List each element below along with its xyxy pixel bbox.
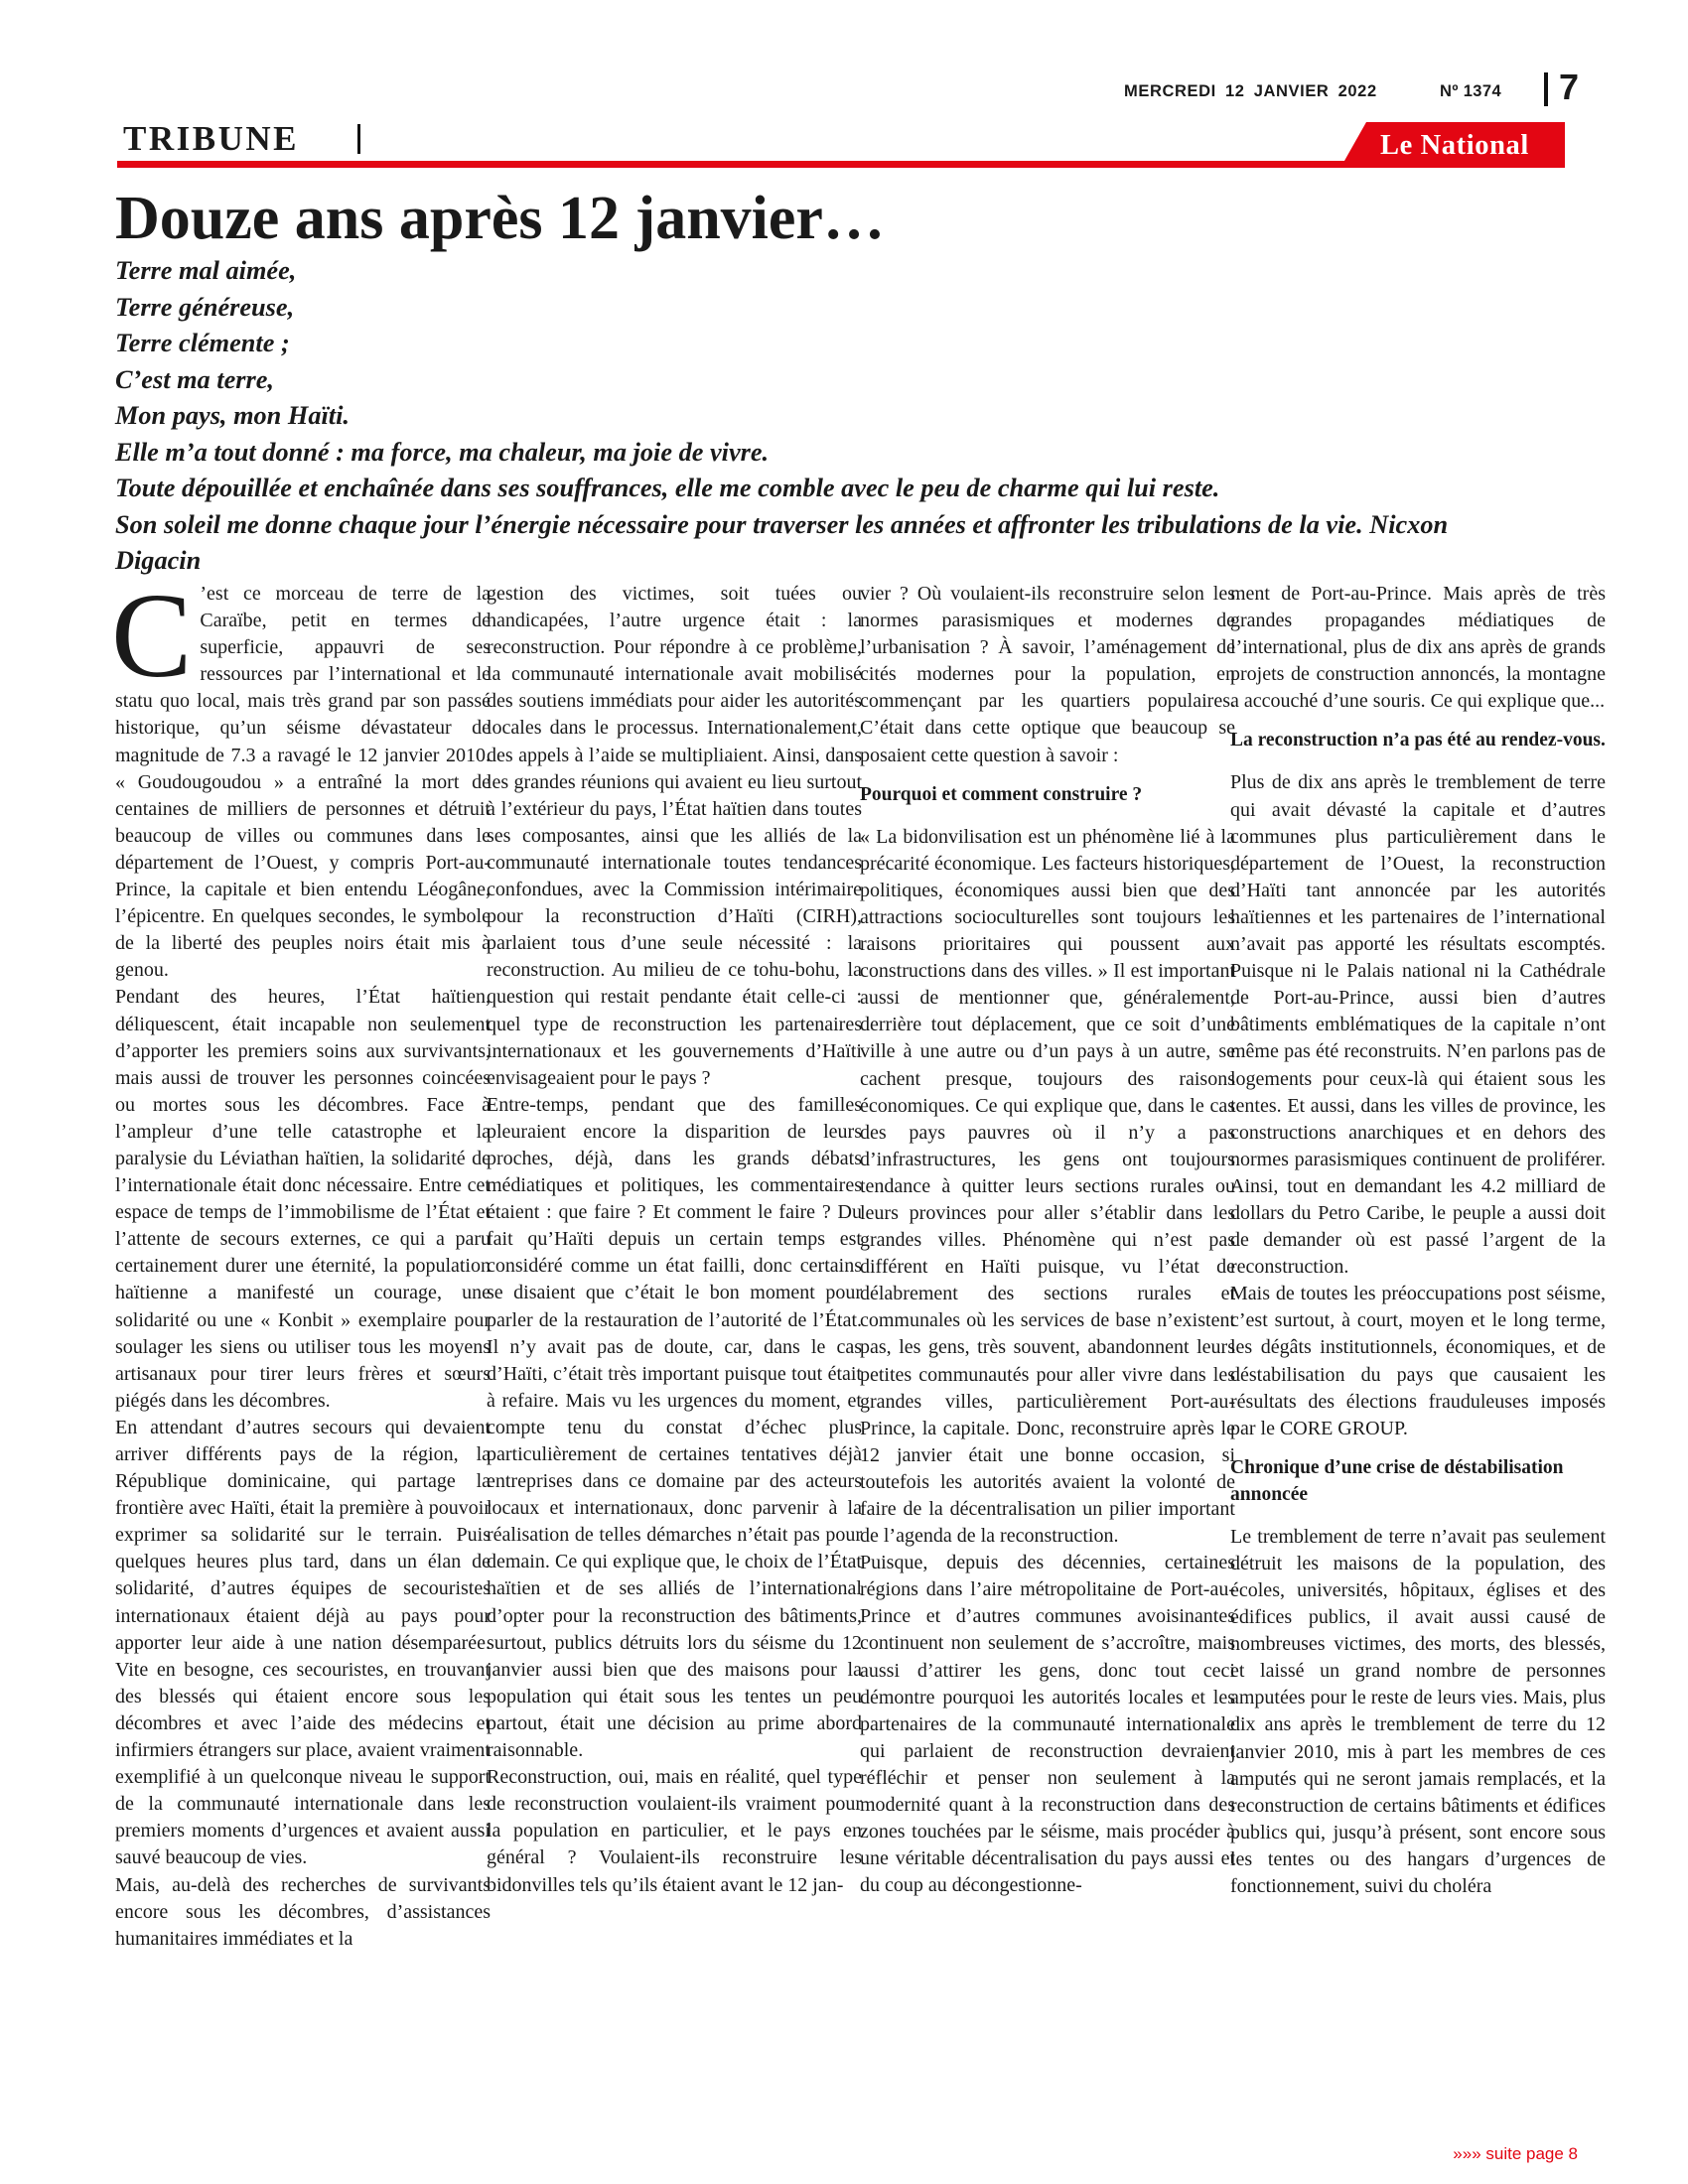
section-divider bbox=[357, 124, 360, 154]
paragraph: Le tremblement de terre n’avait pas seulement détruit les maisons de la population, des écoles, universités, hôpitaux, églises et des édifices publics, il avait aussi causé de nombreuses victimes, des morts, des blessés, et laissé un grand nombre de personnes amputées pour le reste de leurs vies. Mais, plus dix ans après le tremblement de terre du 12 janvier 2010, mis à part les membres de ces amputés qui ne seront jamais remplacés, et la reconstruction de certains bâtiments et édifices publics qui, jusqu’à présent, sont encore sous les tentes ou des hangars d’urgences de fonctionnement, suivi du choléra bbox=[1230, 1525, 1606, 1898]
paragraph: Puisque, depuis des décennies, certaines régions dans l’aire métropolitaine de Port-au-Prince et d’autres communes avoisinantes continuent non seulement de s’accroître, mais aussi d’attirer les gens, donc tout ceci démontre pourquoi les autorités locales et les partenaires de la communauté internationale qui parlaient de reconstruction devraient réfléchir et penser non seulement à la modernité quant à la reconstruction dans des zones touchées par le séisme, mais procéder à une véritable décentralisation du pays aussi et du coup au décongestionne- bbox=[860, 1552, 1235, 1897]
paragraph: « La bidonvilisation est un phénomène lié à la précarité économique. Les facteurs historiques, politiques, économiques aussi bien que des attractions socioculturelles sont toujours les raisons prioritaires qui poussent aux constructions dans des villes. » Il est important aussi de mentionner que, généralement, derrière tout déplacement, que ce soit d’une ville à une autre ou d’un pays à un autre, se cachent presque, toujours des raisons économiques. Ce qui explique que, dans le cas des pays pauvres où il n’y a pas d’infrastructures, les gens ont toujours tendance à quitter leurs sections rurales ou leurs provinces pour aller s’établir dans les grandes villes. Phénomène qui n’est pas différent en Haïti puisque, vu l’état de délabrement des sections rurales et communales où les services de base n’existent pas, les gens, très souvent, abandonnent leurs petites communautés pour aller vivre dans les grandes villes, particulièrement Port-au-Prince, la capitale. Donc, reconstruire après le 12 janvier était une bonne occasion, si toutefois les autorités avaient la volonté de faire de la décentralisation un pilier important de l’agenda de la reconstruction. bbox=[860, 825, 1235, 1548]
newspaper-name: Le National bbox=[1380, 130, 1529, 161]
paragraph: ’est ce morceau de terre de la Caraïbe, petit en termes de superficie, appauvri de ses ressources par l’international et le statu quo local, mais très grand par son passé historique, qu’un séisme dévastateur de magnitude de 7.3 a ravagé le 12 janvier 2010. « Goudougoudou » a entraîné la mort de centaines de milliers de personnes et détruit beaucoup de villes ou communes dans le département de l’Ouest, y compris Port-au-Prince, la capitale et bien entendu Léogâne, l’épicentre. En quelques secondes, le symbole de la liberté des peuples noirs était mis à genou. bbox=[115, 583, 491, 982]
paragraph: Mais, au-delà des recherches de survivants encore sous les décombres, d’assistances humanitaires immédiates et la bbox=[115, 1873, 491, 1950]
issue-date: MERCREDI 12 JANVIER 2022 bbox=[1124, 82, 1377, 100]
poem-line: Elle m’a tout donné : ma force, ma chaleur, ma joie de vivre. bbox=[115, 437, 770, 467]
drop-cap: C bbox=[111, 569, 193, 703]
poem-line: Mon pays, mon Haïti. bbox=[115, 401, 350, 430]
subheading: Pourquoi et comment construire ? bbox=[860, 783, 1143, 805]
paragraph: vier ? Où voulaient-ils reconstruire selon les normes parasismiques et modernes de l’urbanisation ? À savoir, l’aménagement de cités modernes pour la population, en commençant par les quartiers populaires. C’était dans cette optique que beaucoup se posaient cette question à savoir : bbox=[860, 583, 1235, 766]
article-column-1 bbox=[111, 569, 491, 1953]
article-column-3 bbox=[860, 581, 1235, 1899]
poem-line: C’est ma terre, bbox=[115, 364, 274, 394]
poem-line: Terre mal aimée, bbox=[115, 256, 297, 285]
poem-line: Terre généreuse, bbox=[115, 292, 295, 322]
paragraph: Reconstruction, oui, mais en réalité, quel type de reconstruction voulaient-ils vraiment pour la population en particulier, et le pays en général ? Voulaient-ils reconstruire les bidonvilles tels qu’ils étaient avant le 12 jan- bbox=[487, 1766, 862, 1896]
paragraph: Mais de toutes les préoccupations post séisme, c’est surtout, à court, moyen et le long terme, les dégâts institutionnels, économiques, et de déstabilisation du pays que causaient les résultats des élections frauduleuses imposés par le CORE GROUP. bbox=[1230, 1283, 1606, 1439]
paragraph: Entre-temps, pendant que des familles pleuraient encore la disparition de leurs proches, déjà, dans les grands débats médiatiques et politiques, les commentaires étaient : que faire ? Et comment le faire ? Du fait qu’Haïti depuis un certain temps est considéré comme un état failli, donc certains se disaient que c’était le bon moment pour parler de la restauration de l’autorité de l’État. Il n’y avait pas de doute, car, dans le cas d’Haïti, c’était très important puisque tout était à refaire. Mais vu les urgences du moment, et compte tenu du constat d’échec plus particulièrement de certaines tentatives déjà entreprises dans ce domaine par des acteurs locaux et internationaux, donc parvenir à la réalisation de telles démarches n’était pas pour demain. Ce qui explique que, le choix de l’État haïtien et de ses alliés de l’international d’opter pour la reconstruction des bâtiments, surtout, publics détruits lors du séisme du 12 janvier aussi bien que des maisons pour la population qui était sous les tentes un peu partout, était une décision au prime abord raisonnable. bbox=[487, 1093, 862, 1762]
epigraph-poem bbox=[115, 253, 1585, 580]
paragraph: Pendant des heures, l’État haïtien, déliquescent, était incapable non seulement d’apporter les premiers soins aux survivants, mais aussi de trouver les personnes coincées ou mortes sous les décombres. Face à l’ampleur d’une telle catastrophe et la paralysie du Léviathan haïtien, la solidarité de l’internationale était donc nécessaire. Entre cet espace de temps de l’immobilisme de l’État et l’attente de secours externes, ce qui a paru certainement durer une éternité, la population haïtienne a manifesté un courage, une solidarité ou une « Konbit » exemplaire pour soulager les siens ou utiliser tous les moyens artisanaux pour tirer leurs frères et sœurs piégés dans les décombres. bbox=[115, 986, 491, 1412]
page-number: 7 bbox=[1559, 67, 1580, 107]
paragraph: En attendant d’autres secours qui devaient arriver différents pays de la région, la République dominicaine, qui partage la frontière avec Haïti, était la première à pouvoir exprimer sa solidarité sur le terrain. Puis quelques heures plus tard, dans un élan de solidarité, d’autres équipes de secouristes internationaux étaient déjà au pays pour apporter leur aide à une nation désemparée. Vite en besogne, ces secouristes, en trouvant des blessés qui étaient encore sous les décombres et avec l’aide des médecins et infirmiers étrangers sur place, avaient vraiment exemplifié à un quelconque niveau le support de la communauté internationale dans les premiers moments d’urgences et avaient aussi sauvé beaucoup de vies. bbox=[115, 1416, 491, 1869]
paragraph: Plus de dix ans après le tremblement de terre qui avait dévasté la capitale et d’autres communes plus particulièrement dans le département de l’Ouest, la reconstruction d’Haïti tant annoncée par les autorités haïtiennes et les partenaires de l’international n’avait pas apporté les résultats escomptés. Puisque ni le Palais national ni la Cathédrale de Port-au-Prince, aussi bien d’autres bâtiments emblématiques de la capitale n’ont même pas été reconstruits. N’en parlons pas de logements pour ceux-là qui étaient sous les tentes. Et aussi, dans les villes de province, les constructions anarchiques et en dehors des normes parasismiques continuent de proliférer. Ainsi, tout en demandant les 4.2 milliard de dollars du Petro Caribe, le peuple a aussi doit de demander où est passé l’argent de la reconstruction. bbox=[1230, 771, 1606, 1279]
section-label: TRIBUNE bbox=[123, 119, 299, 158]
paragraph: gestion des victimes, soit tuées ou handicapées, l’autre urgence était : la reconstruction. Pour répondre à ce problème, la communauté internationale avait mobilisé des soutiens immédiats pour aider les autorités locales dans le processus. Internationalement, des appels à l’aide se multipliaient. Ainsi, dans les grandes réunions qui avaient eu lieu surtout à l’extérieur du pays, l’État haïtien dans toutes ses composantes, ainsi que les alliés de la communauté internationale toutes tendances confondues, avec la Commission intérimaire pour la reconstruction d’Haïti (CIRH), parlaient tous d’une seule nécessité : la reconstruction. Au milieu de ce tohu-bohu, la question qui restait pendante était celle-ci : quel type de reconstruction les partenaires internationaux et les gouvernements d’Haïti envisageaient pour le pays ? bbox=[487, 583, 862, 1089]
paragraph: ment de Port-au-Prince. Mais après de très grandes propagandes médiatiques de l’international, plus de dix ans après de grands projets de construction annoncés, la montagne a accouché d’une souris. Ce qui explique que... bbox=[1230, 583, 1606, 713]
poem-line: Terre clémente ; bbox=[115, 329, 290, 357]
poem-line: Toute dépouillée et enchaînée dans ses souffrances, elle me comble avec le peu de charme qui lui reste. bbox=[115, 474, 1220, 502]
article-column-4 bbox=[1230, 581, 1606, 1900]
poem-line: Digacin bbox=[115, 546, 202, 575]
subheading: Chronique d’une crise de déstabilisation annoncée bbox=[1230, 1456, 1564, 1505]
issue-number: Nº 1374 bbox=[1440, 82, 1502, 100]
poem-line: Son soleil me donne chaque jour l’énergie nécessaire pour traverser les années et affronter les tribulations de la vie. Nicxon bbox=[115, 509, 1449, 539]
article-headline: Douze ans après 12 janvier… bbox=[115, 185, 885, 252]
subheading: La reconstruction n’a pas été au rendez-vous. bbox=[1230, 730, 1606, 751]
article-column-2 bbox=[487, 581, 862, 1899]
continued-on-page: »»» suite page 8 bbox=[1453, 2144, 1578, 2163]
masthead-divider bbox=[1544, 72, 1548, 106]
